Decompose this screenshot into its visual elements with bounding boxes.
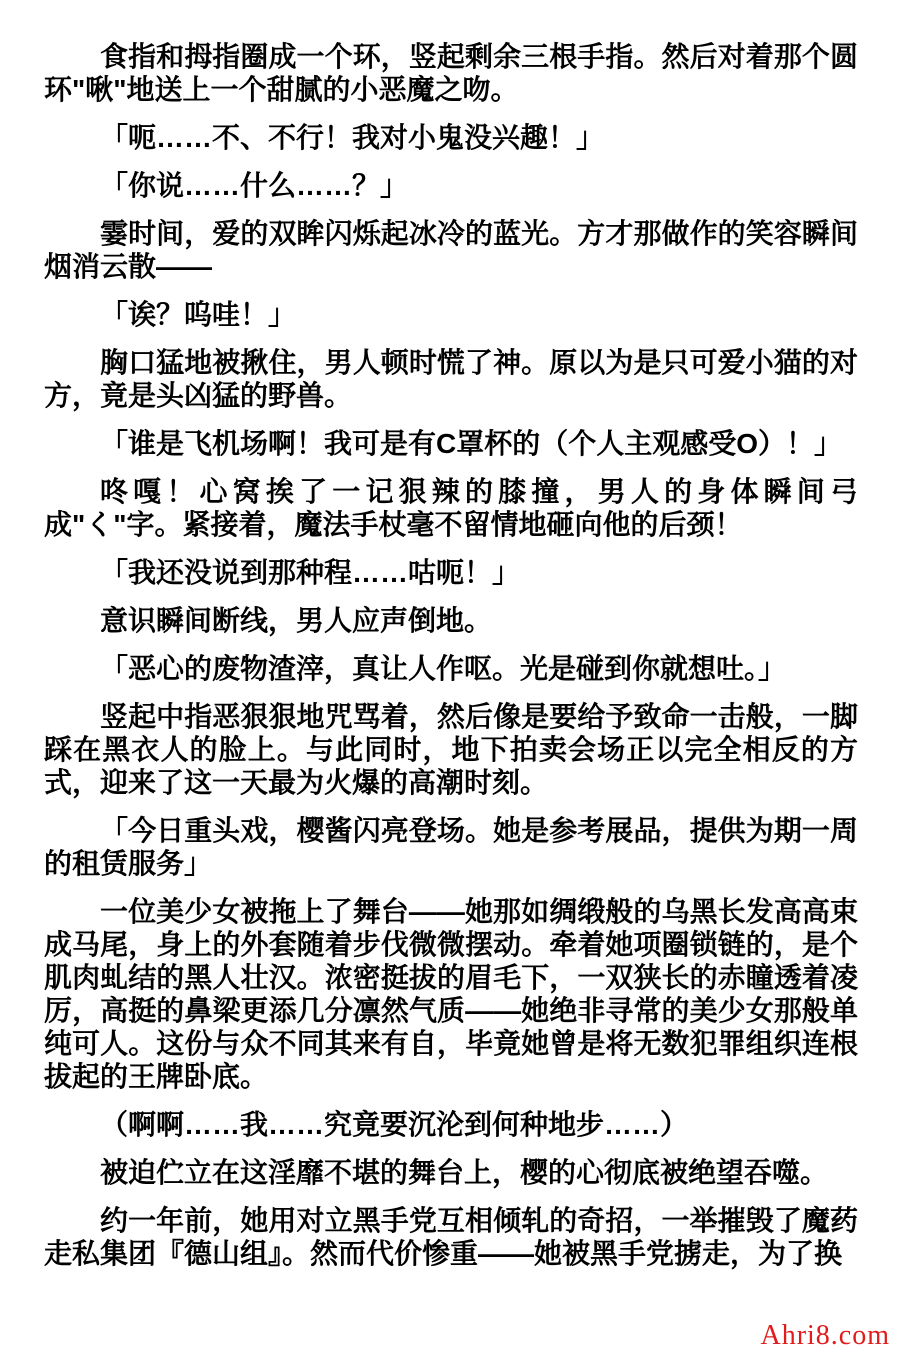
paragraph: 咚嘎！心窝挨了一记狠辣的膝撞，男人的身体瞬间弓成"く"字。紧接着，魔法手杖毫不留情地砸向他的后颈！ bbox=[44, 476, 858, 540]
paragraph: 「我还没说到那种程……咕呃！」 bbox=[100, 557, 521, 588]
paragraph: 「呃……不、不行！我对小鬼没兴趣！」 bbox=[100, 122, 605, 153]
paragraph: 霎时间，爱的双眸闪烁起冰冷的蓝光。方才那做作的笑容瞬间烟消云散—— bbox=[44, 218, 858, 282]
paragraph: 胸口猛地被揪住，男人顿时慌了神。原以为是只可爱小猫的对方，竟是头凶猛的野兽。 bbox=[44, 347, 858, 411]
paragraph: 被迫伫立在这淫靡不堪的舞台上，樱的心彻底被绝望吞噬。 bbox=[100, 1157, 829, 1188]
paragraph: 「谁是飞机场啊！我可是有C罩杯的（个人主观感受O）！」 bbox=[100, 428, 843, 459]
paragraph: 意识瞬间断线，男人应声倒地。 bbox=[100, 605, 493, 636]
paragraph: 「你说……什么……？」 bbox=[100, 170, 409, 201]
paragraph: 竖起中指恶狠狠地咒骂着，然后像是要给予致命一击般，一脚踩在黑衣人的脸上。与此同时，地下拍卖会场正以完全相反的方式，迎来了这一天最为火爆的高潮时刻。 bbox=[44, 701, 858, 798]
paragraph: 一位美少女被拖上了舞台——她那如绸缎般的乌黑长发高高束成马尾，身上的外套随着步伐微微摆动。牵着她项圈锁链的，是个肌肉虬结的黑人壮汉。浓密挺拔的眉毛下，一双狭长的赤瞳透着凌厉，高挺的鼻梁更添几分凛然气质——她绝非寻常的美少女那般单纯可人。这份与众不同其来有自，毕竟她曾是将无数犯罪组织连根拔起的王牌卧底。 bbox=[44, 896, 858, 1092]
body-text bbox=[44, 40, 858, 1270]
paragraph: 「恶心的废物渣滓，真让人作呕。光是碰到你就想吐。」 bbox=[100, 653, 787, 684]
paragraph: 约一年前，她用对立黑手党互相倾轧的奇招，一举摧毁了魔药走私集团『德山组』。然而代价惨重——她被黑手党掳走，为了换 bbox=[44, 1205, 858, 1269]
paragraph: 「今日重头戏，樱酱闪亮登场。她是参考展品，提供为期一周的租赁服务」 bbox=[44, 815, 858, 879]
paragraph: （啊啊……我……究竟要沉沦到何种地步……） bbox=[100, 1109, 689, 1140]
paragraph: 「诶？呜哇！」 bbox=[100, 299, 297, 330]
watermark: Ahri8.com bbox=[760, 1320, 890, 1351]
paragraph: 食指和拇指圈成一个环，竖起剩余三根手指。然后对着那个圆环"啾"地送上一个甜腻的小恶魔之吻。 bbox=[44, 41, 858, 105]
